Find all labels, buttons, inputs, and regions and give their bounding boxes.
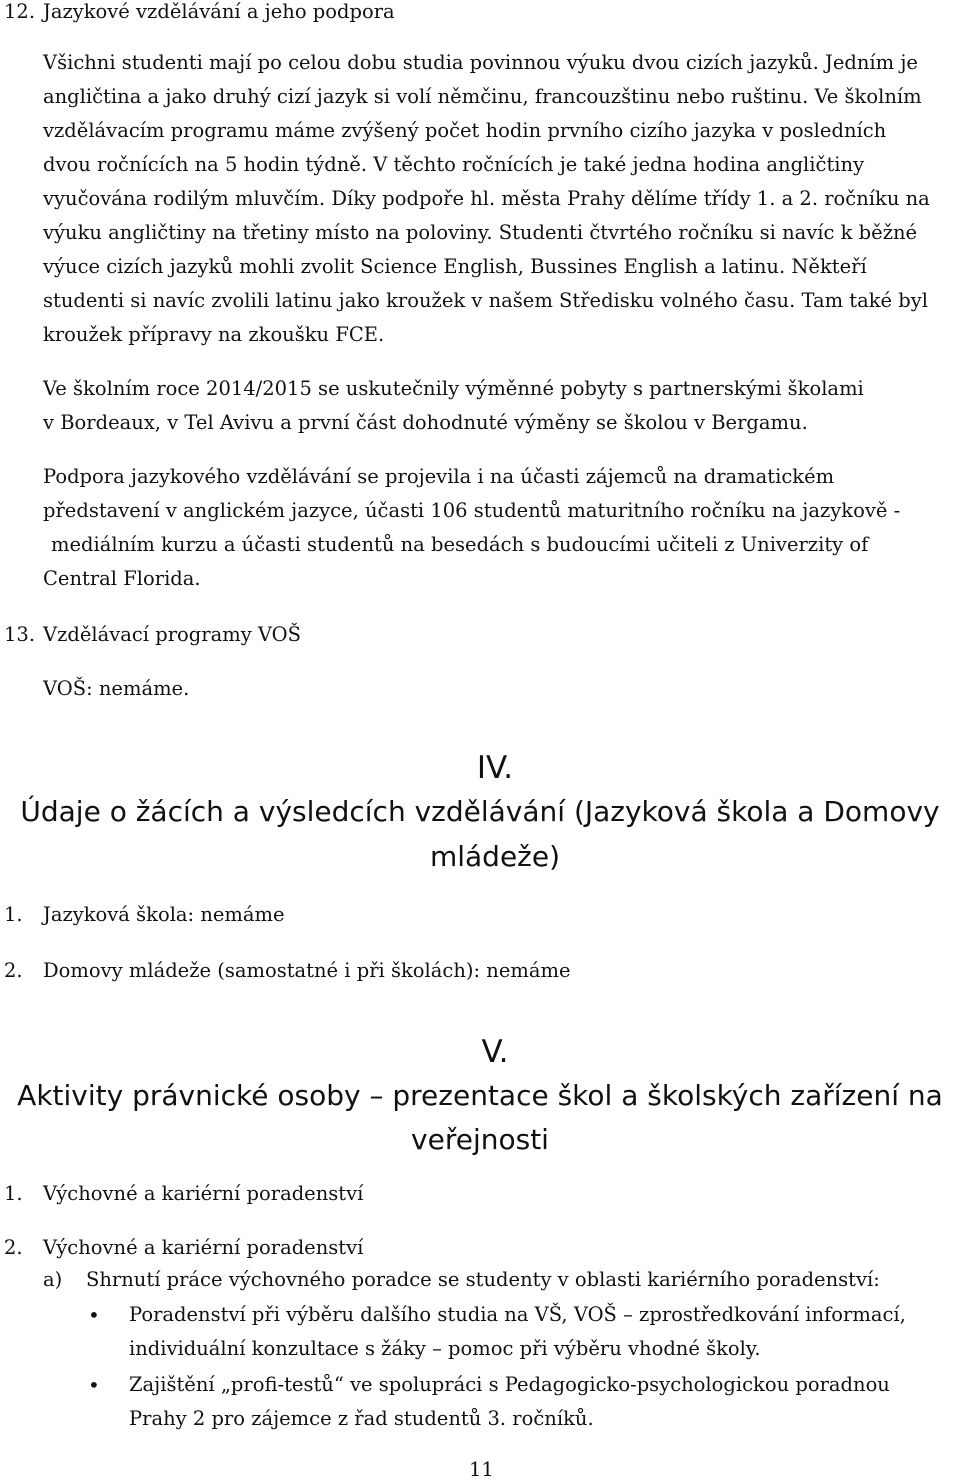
chapter-5-title-line-1: Aktivity právnické osoby – prezentace škol a školských zařízení na	[17, 1079, 943, 1112]
section-13-number: 13.	[4, 623, 36, 646]
chapter-5-title-line-2: veřejnosti	[411, 1123, 549, 1156]
chapter-5-item-2-text: Výchovné a kariérní poradenství	[43, 1236, 364, 1259]
chapter-4-item-1-text: Jazyková škola: nemáme	[43, 903, 285, 926]
page-number: 11	[469, 1458, 494, 1481]
paragraph-line: Central Florida.	[43, 567, 201, 590]
paragraph-line: vyučována rodilým mluvčím. Díky podpoře hl. města Prahy dělíme třídy 1. a 2. ročníku na	[43, 187, 930, 210]
chapter-5-item-2-number: 2.	[4, 1236, 23, 1259]
paragraph-line: Všichni studenti mají po celou dobu studia povinnou výuku dvou cizích jazyků. Jedním je	[43, 51, 918, 74]
bullet-1-line-1: Poradenství při výběru dalšího studia na VŠ, VOŠ – zprostředkování informací,	[129, 1303, 906, 1326]
bullet-icon: •	[88, 1303, 100, 1327]
chapter-4-item-2-text: Domovy mládeže (samostatné i při školách): nemáme	[43, 959, 571, 982]
paragraph-line: mediálním kurzu a účasti studentů na besedách s budoucími učiteli z Univerzity of	[51, 533, 869, 556]
bullet-2-line-1: Zajištění „profi-testů“ ve spolupráci s Pedagogicko-psychologickou poradnou	[129, 1373, 890, 1396]
chapter-4-title-line-2: mládeže)	[429, 840, 561, 873]
paragraph-line: Ve školním roce 2014/2015 se uskutečnily výměnné pobyty s partnerskými školami	[43, 377, 864, 400]
paragraph-line: výuce cizích jazyků mohli zvolit Science English, Bussines English a latinu. Někteří	[43, 255, 867, 278]
paragraph-line: kroužek přípravy na zkoušku FCE.	[43, 323, 385, 346]
paragraph-line: v Bordeaux, v Tel Avivu a první část dohodnuté výměny se školou v Bergamu.	[43, 411, 808, 434]
chapter-5-item-1-text: Výchovné a kariérní poradenství	[43, 1182, 364, 1205]
section-12-title: Jazykové vzdělávání a jeho podpora	[43, 0, 395, 23]
chapter-5-roman-numeral: V.	[481, 1034, 509, 1070]
chapter-4-item-2-number: 2.	[4, 959, 23, 982]
chapter-5-item-1-number: 1.	[4, 1182, 23, 1205]
paragraph-line: výuku angličtiny na třetiny místo na poloviny. Studenti čtvrtého ročníku si navíc k běžné	[43, 221, 918, 244]
chapter-4-roman-numeral: IV.	[476, 750, 514, 786]
paragraph-line: angličtina a jako druhý cizí jazyk si volí němčinu, francouzštinu nebo ruštinu. Ve školním	[43, 85, 922, 108]
bullet-1-line-2: individuální konzultace s žáky – pomoc při výběru vhodné školy.	[129, 1337, 761, 1360]
bullet-icon: •	[88, 1373, 100, 1397]
section-13-text: VOŠ: nemáme.	[43, 677, 190, 700]
paragraph-line: Podpora jazykového vzdělávání se projevila i na účasti zájemců na dramatickém	[43, 465, 835, 488]
sub-item-a-label: a)	[43, 1268, 63, 1291]
section-12-number: 12.	[4, 0, 36, 23]
sub-item-a-text: Shrnutí práce výchovného poradce se studenty v oblasti kariérního poradenství:	[86, 1268, 880, 1291]
paragraph-line: vzdělávacím programu máme zvýšený počet hodin prvního cizího jazyka v posledních	[43, 119, 887, 142]
paragraph-line: dvou ročnících na 5 hodin týdně. V těchto ročnících je také jedna hodina angličtiny	[43, 153, 865, 176]
chapter-4-title-line-1: Údaje o žácích a výsledcích vzdělávání (Jazyková škola a Domovy	[20, 795, 940, 828]
section-13-title: Vzdělávací programy VOŠ	[43, 623, 302, 646]
paragraph-line: studenti si navíc zvolili latinu jako kroužek v našem Středisku volného času. Tam také byl	[43, 289, 929, 312]
chapter-4-item-1-number: 1.	[4, 903, 23, 926]
paragraph-line: představení v anglickém jazyce, účasti 106 studentů maturitního ročníku na jazykově -	[43, 499, 901, 522]
bullet-2-line-2: Prahy 2 pro zájemce z řad studentů 3. ročníků.	[129, 1407, 594, 1430]
